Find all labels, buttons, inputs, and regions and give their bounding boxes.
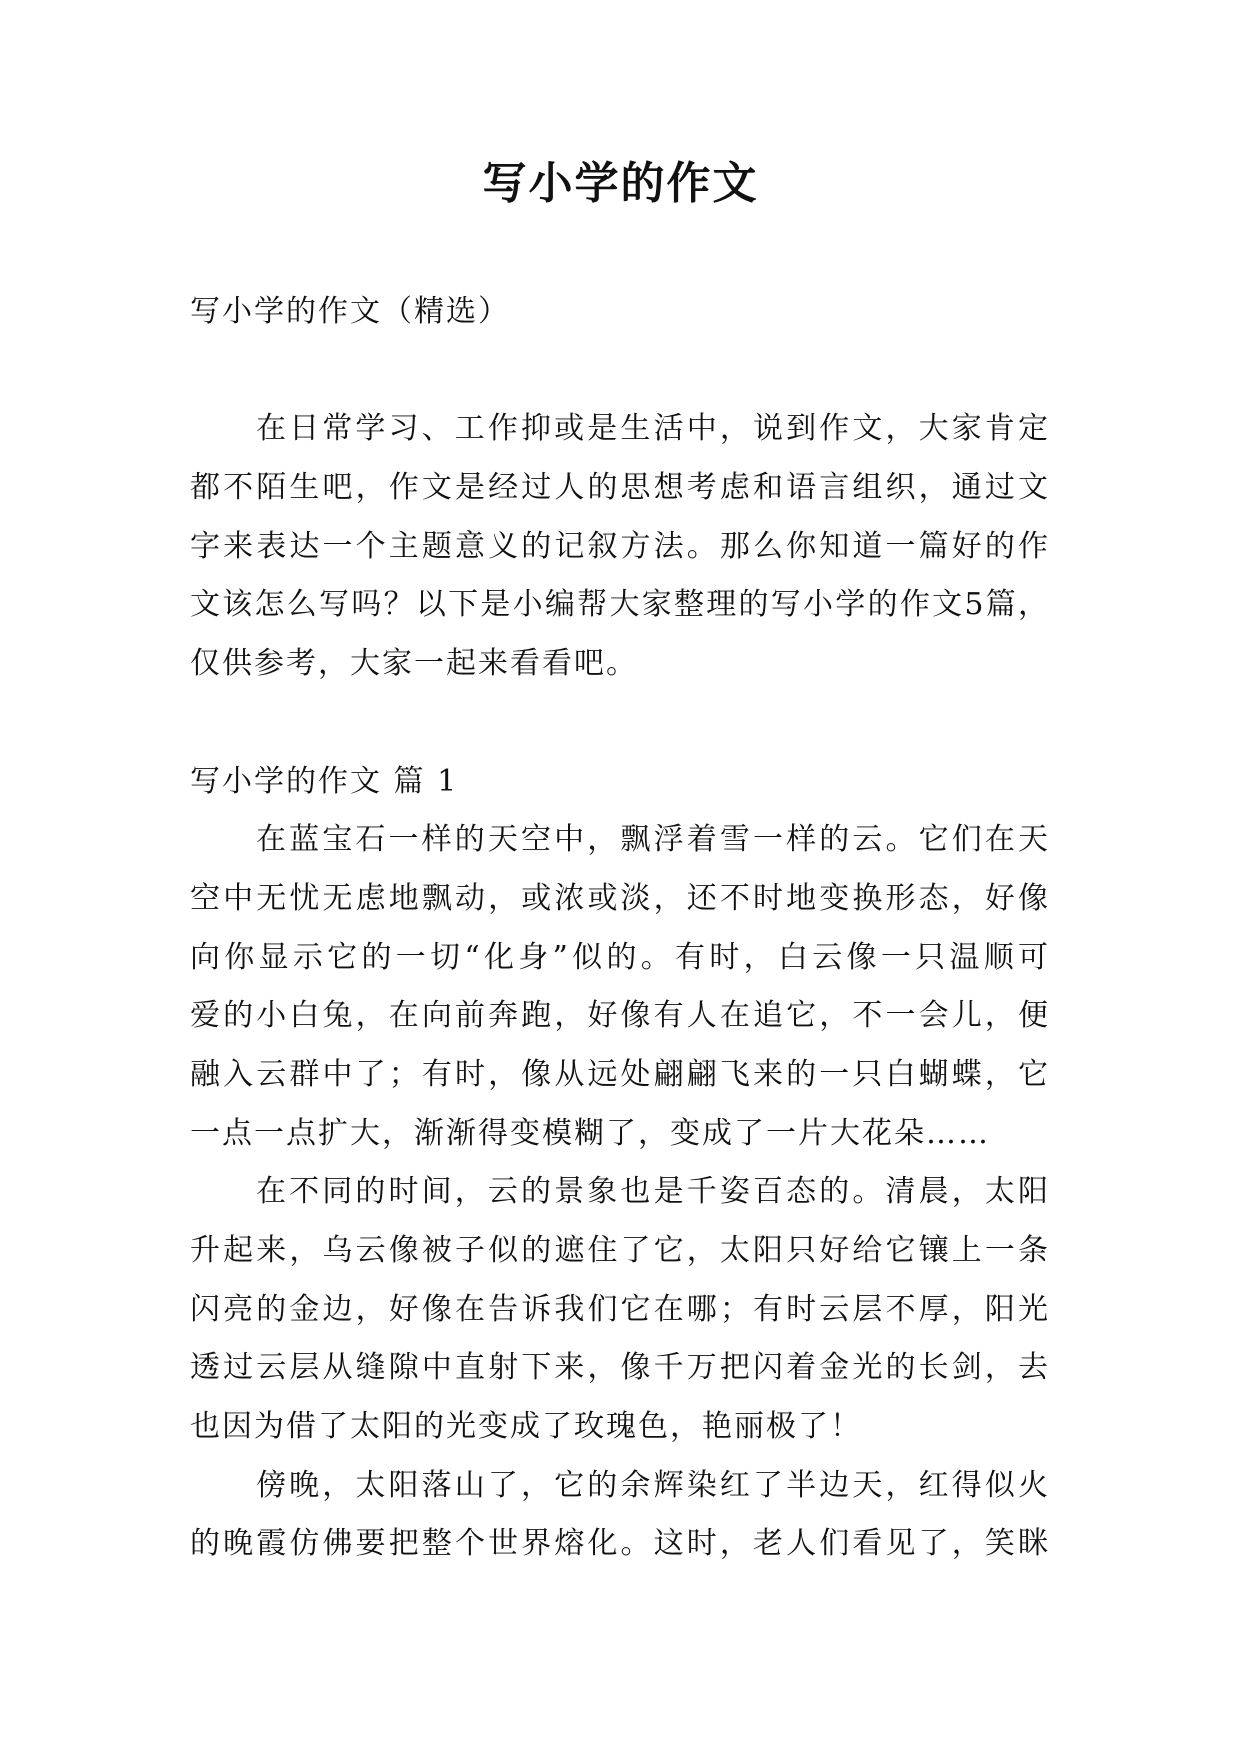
section-paragraph [190,1457,1050,1574]
section-paragraph [190,811,1050,1163]
document-title: 写小学的作文 [482,158,759,209]
paragraph-line: 在蓝宝石一样的天空中，飘浮着雪一样的云。它们在天 [256,822,1050,858]
paragraph-line: 向你显示它的一切“化身”似的。有时，白云像一只温顺可 [190,939,1050,975]
paragraph-line: 仅供参考，大家一起来看看吧。 [190,646,638,682]
intro-paragraph [190,400,1050,693]
paragraph-line: 爱的小白兔，在向前奔跑，好像有人在追它，不一会儿，便 [190,998,1050,1034]
paragraph-line: 闪亮的金边，好像在告诉我们它在哪；有时云层不厚，阳光 [190,1291,1050,1327]
paragraph-line: 的晚霞仿佛要把整个世界熔化。这时，老人们看见了，笑眯 [190,1526,1050,1562]
paragraph-line: 空中无忧无虑地飘动，或浓或淡，还不时地变换形态，好像 [190,880,1050,916]
paragraph-line: 字来表达一个主题意义的记叙方法。那么你知道一篇好的作 [190,528,1050,564]
paragraph-line: 升起来，乌云像被子似的遮住了它，太阳只好给它镶上一条 [190,1233,1050,1268]
paragraph-line: 融入云群中了；有时，像从远处翩翩飞来的一只白蝴蝶，它 [190,1056,1050,1092]
paragraph-line: 在日常学习、工作抑或是生活中，说到作文，大家肯定 [256,411,1050,447]
paragraph-line: 傍晚，太阳落山了，它的余辉染红了半边天，红得似火 [256,1467,1050,1503]
paragraph-line: 都不陌生吧，作文是经过人的思想考虑和语言组织，通过文 [190,470,1050,506]
paragraph-line: 一点一点扩大，渐渐得变模糊了，变成了一片大花朵…… [190,1115,990,1151]
paragraph-line: 也因为借了太阳的光变成了玫瑰色，艳丽极了！ [190,1409,862,1445]
document-body [190,283,1050,1574]
section-paragraph [190,1163,1050,1456]
document-subtitle: 写小学的作文（精选） [190,294,510,329]
paragraph-line: 文该怎么写吗？以下是小编帮大家整理的写小学的作文5篇， [190,587,1050,623]
paragraph-line: 在不同的时间，云的景象也是千姿百态的。清晨，太阳 [256,1174,1050,1210]
paragraph-line: 透过云层从缝隙中直射下来，像千万把闪着金光的长剑，去 [190,1350,1050,1386]
section-heading: 写小学的作文 篇 1 [190,763,459,799]
